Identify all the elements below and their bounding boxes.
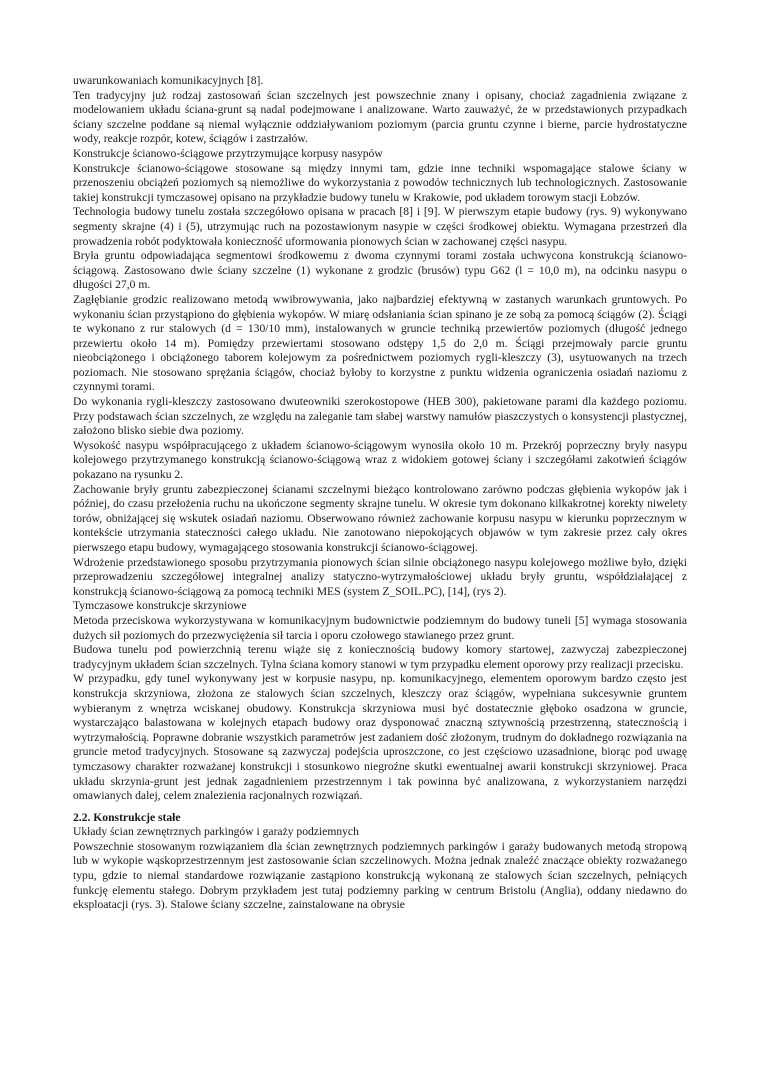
paragraph: Powszechnie stosowanym rozwiązaniem dla ścian zewnętrznych podziemnych parkingów i garaży budowanych metodą stropową lub w wykopie wąskoprzestrzennym jest zastosowanie ścian szczelinowych. Można jednak znaleźć znaczące obiekty rozważanego typu, gdzie to niemal standardowe rozwiązanie zastąpiono konstrukcją wykonaną ze stalowych ścian szczelnych, pełniących funkcję elementu stałego. Dobrym przykładem jest tutaj podziemny parking w centrum Bristolu (Anglia), oddany niedawno do eksploatacji (rys. 3). Stalowe ściany szczelne, zainstalowane na obrysie bbox=[73, 839, 687, 912]
subheading: Konstrukcje ścianowo-ściągowe przytrzymujące korpusy nasypów bbox=[73, 146, 383, 160]
paragraph: Wdrożenie przedstawionego sposobu przytrzymania pionowych ścian silnie obciążonego nasypu kolejowego możliwe było, dzięki przeprowadzeniu szczegółowej integralnej analizy statyczno-wytrzymałościowej układu bryły gruntu, współdziałającej z konstrukcją ścianowo-ściągową za pomocą techniki MES (system Z_SOIL.PC), [14], (rys 2). bbox=[73, 555, 687, 598]
paragraph: Technologia budowy tunelu została szczegółowo opisana w pracach [8] i [9]. W pierwszym etapie budowy (rys. 9) wykonywano segmenty skrajne (4) i (5), utrzymując ruch na pozostawionym nasypie w części środkowej obiektu. Wymagana przestrzeń dla prowadzenia robót podyktowała konieczność uformowania pionowych ścian w zachowanej części nasypu. bbox=[73, 205, 687, 248]
document-page bbox=[73, 74, 687, 913]
subheading: Tymczasowe konstrukcje skrzyniowe bbox=[73, 599, 247, 613]
paragraph: Bryła gruntu odpowiadająca segmentowi środkowemu z dwoma czynnymi torami została uchwycona konstrukcją ścianowo-ściągową. Zastosowano dwie ściany szczelne (1) wykonane z grodzic (brusów) typu G62 (l = 10,0 m), na odcinku nasypu o długości 27,0 m. bbox=[73, 249, 687, 292]
section-heading: 2.2. Konstrukcje stałe bbox=[73, 810, 181, 824]
paragraph: Do wykonania rygli-kleszczy zastosowano dwuteowniki szerokostopowe (HEB 300), pakietowane parami dla każdego poziomu. Przy podstawach ścian szczelnych, ze względu na zaleganie tam słabej warstwy namułów piaszczystych o konsystencji plastycznej, założono blisko siebie dwa poziomy. bbox=[73, 395, 687, 438]
paragraph: Ten tradycyjny już rodzaj zastosowań ścian szczelnych jest powszechnie znany i opisany, chociaż zagadnienia związane z modelowaniem układu ściana-grunt są nadal podejmowane i analizowane. Warto zauważyć, że w przedstawionych przypadkach ściany szczelne poddane są niemal wyłącznie oddziaływaniom poziomym (parcia gruntu czynne i bierne, parcie hydrostatyczne wody, reakcje rozpór, kotew, ściągów i zastrzałów. bbox=[73, 88, 687, 146]
paragraph: Metoda przeciskowa wykorzystywana w komunikacyjnym budownictwie podziemnym do budowy tuneli [5] wymaga stosowania dużych sił poziomych do przezwyciężenia sił tarcia i oporu czołowego stawianego przez grunt. bbox=[73, 613, 687, 642]
paragraph: Zagłębianie grodzic realizowano metodą wwibrowywania, jako najbardziej efektywną w zastanych warunkach gruntowych. Po wykonaniu ścian przystąpiono do głębienia wykopów. W miarę odsłaniania ścian spinano je ze sobą za pomocą ściągów (2). Ściągi te wykonano z rur stalowych (d = 130/10 mm), instalowanych w gruncie techniką przewiertów poziomych (długość jednego przewiertu około 14 m). Pomiędzy przewiertami stosowano odstępy 1,5 do 2,0 m. Ściągi przejmowały parcie gruntu nieobciążonego i obciążonego taborem kolejowym za pośrednictwem poziomych rygli-kleszczy (3), usytuowanych na trzech poziomach. Nie stosowano sprężania ściągów, chociaż byłoby to korzystne z punktu widzenia ograniczenia osiadań naziomu z czynnymi torami. bbox=[73, 292, 687, 394]
paragraph: Budowa tunelu pod powierzchnią terenu wiąże się z koniecznością budowy komory startowej, zazwyczaj zabezpieczonej tradycyjnym układem ścian szczelnych. Tylna ściana komory stanowi w tym przypadku element oporowy przy realizacji przecisku. bbox=[73, 643, 687, 671]
paragraph: uwarunkowaniach komunikacyjnych [8]. bbox=[73, 74, 264, 87]
paragraph: Zachowanie bryły gruntu zabezpieczonej ścianami szczelnymi bieżąco kontrolowano zarówno podczas głębienia wykopów jak i później, do czasu przełożenia ruchu na ukończone segmenty skrajne tunelu. W okresie tym dokonano kilkakrotnej korekty niwelety torów, obniżającej się wskutek osiadań naziomu. Obserwowano również zachowanie korpusu nasypu w kierunku poprzecznym w kontekście utrzymania stateczności całego układu. Nie zanotowano niepokojących objawów w tym zakresie przez cały okres pierwszego etapu budowy, wymagającego stosowania konstrukcji ścianowo-ściągowej. bbox=[73, 482, 687, 554]
subheading: Układy ścian zewnętrznych parkingów i garaży podziemnych bbox=[73, 825, 359, 839]
paragraph: Wysokość nasypu współpracującego z układem ścianowo-ściągowym wynosiła około 10 m. Przekrój poprzeczny bryły nasypu kolejowego przytrzymanego konstrukcją ścianowo-ściągową wraz z widokiem gotowej ściany i szczegółami zakotwień ściągów pokazano na rysunku 2. bbox=[73, 438, 687, 482]
paragraph: W przypadku, gdy tunel wykonywany jest w korpusie nasypu, np. komunikacyjnego, elementem oporowym bardzo często jest konstrukcja skrzyniowa, złożona ze stalowych ścian szczelnych, kleszczy oraz ściągów, wypełniana sukcesywnie gruntem wybieranym z wnętrza wciskanej obudowy. Konstrukcja skrzyniowa musi być dostatecznie głęboko osadzona w gruncie, wystarczająco balastowana w kolejnych etapach budowy oraz dysponować znaczną sztywnością przestrzenną, statecznością i wytrzymałością. Poprawne dobranie wszystkich parametrów jest zadaniem dość złożonym, trudnym do dokładnego rozwiązania na gruncie metod tradycyjnych. Stosowane są zazwyczaj podejścia uproszczone, co jest częściowo uzasadnione, biorąc pod uwagę tymczasowy charakter rozważanej konstrukcji i stosunkowo niegroźne skutki ewentualnej awarii konstrukcji skrzyniowej. Praca układu skrzynia-grunt jest jednak zagadnieniem przestrzennym i tak powinna być analizowana, z wykorzystaniem narzędzi omawianych dalej, celem znalezienia racjonalnych rozwiązań. bbox=[73, 672, 687, 803]
paragraph: Konstrukcje ścianowo-ściągowe stosowane są między innymi tam, gdzie inne techniki wspomagające stalowe ściany w przenoszeniu obciążeń poziomych są niemożliwe do wykorzystania z powodów technicznych lub technologicznych. Zastosowanie takiej konstrukcji tymczasowej opisano na przykładzie budowy tunelu w Krakowie, pod układem torowym stacji Łobzów. bbox=[73, 161, 687, 204]
